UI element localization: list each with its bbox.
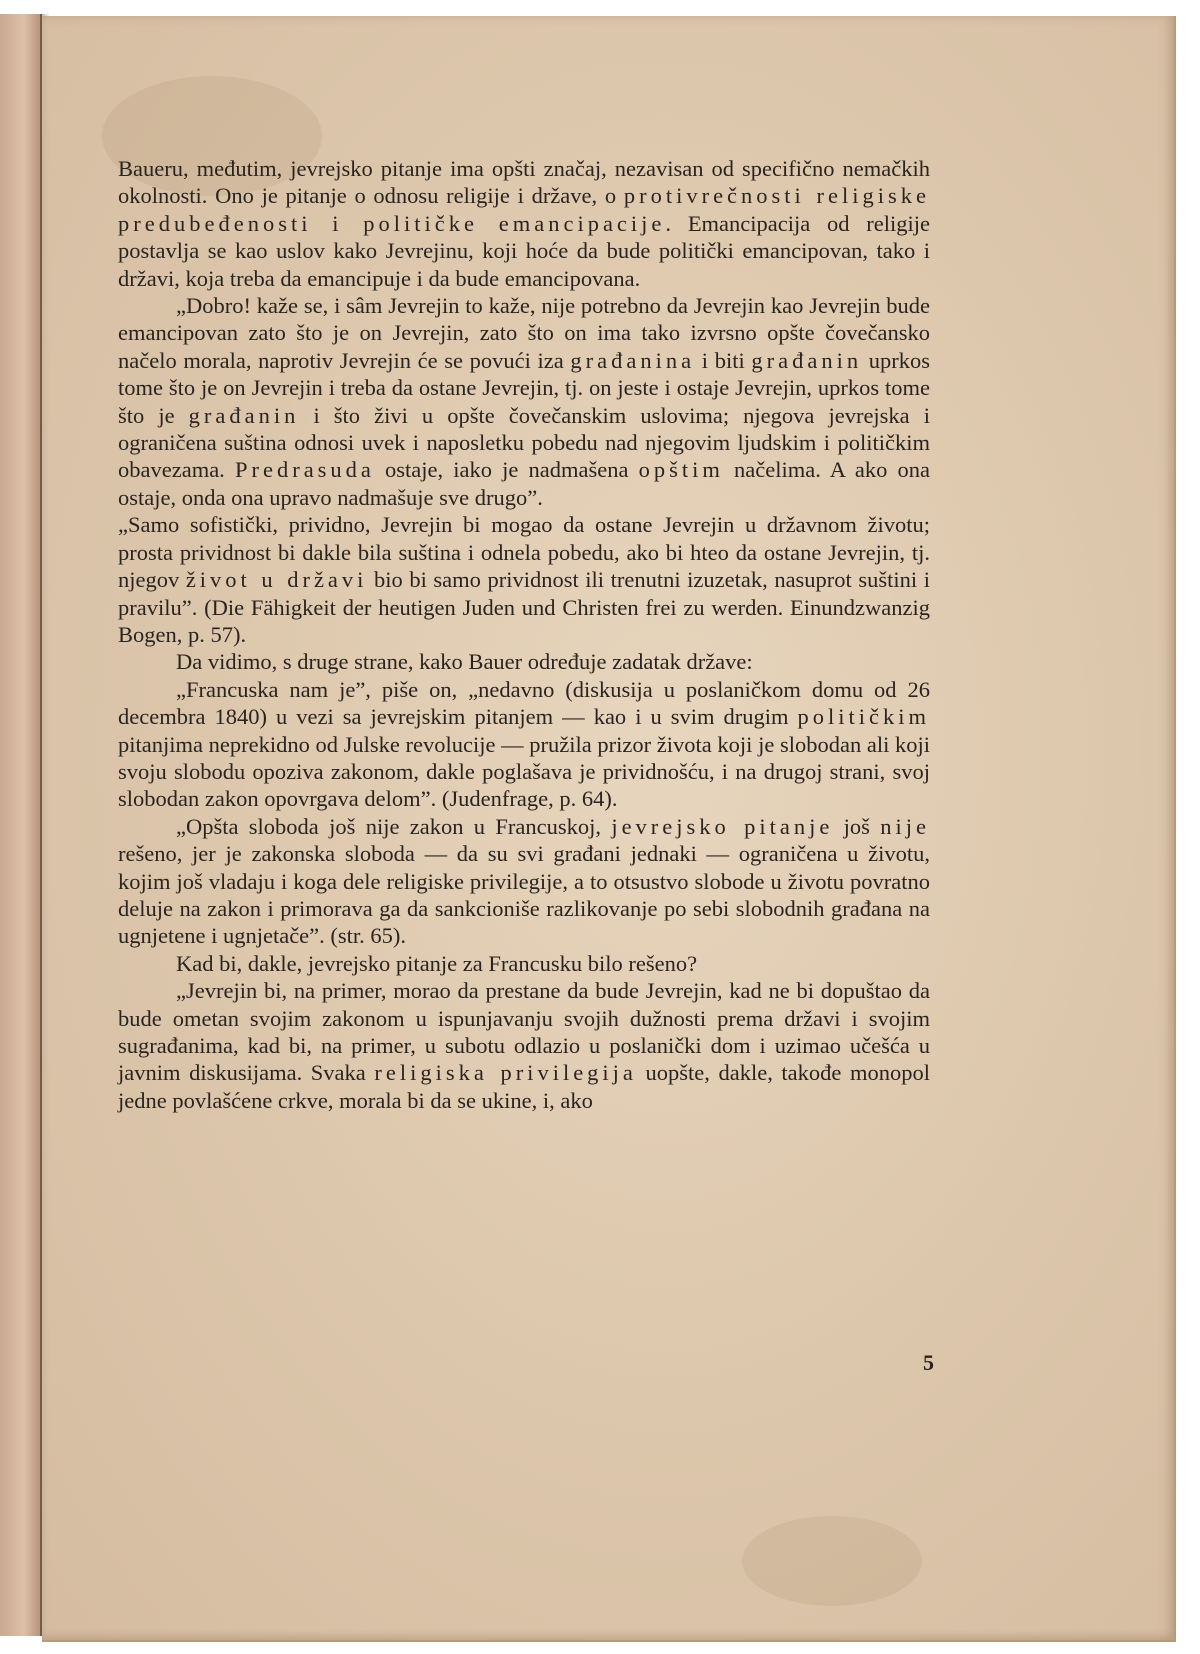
text-run: još	[833, 813, 881, 839]
emphasized-text: nije	[880, 813, 930, 839]
text-run: „Samo sofistički, prividno, Jevrejin bi mogao da ostane Jevrejin u državnom životu; prosta prividnost bi dakle bila suština i odnela pobedu, ako bi hteo da ostane Jevrejin, tj. njegov	[118, 512, 930, 593]
text-run: . Emancipacija od religije postavlja se kao uslov kako Jevrejinu, koji hoće da bude politički emancipovan, tako i državi, koja treba da emancipuje i da bude emancipovana.	[118, 210, 930, 291]
text-run: i biti	[695, 347, 752, 373]
paragraph	[118, 950, 930, 977]
page-number: 5	[923, 1350, 934, 1375]
text-run: „Francuska nam je”, piše on, „nedavno (diskusija u poslaničkom domu od 26 decembra 1840) u vezi sa jevrejskim pitanjem — kao i u svim drugim	[118, 676, 930, 730]
paragraph	[118, 813, 930, 950]
text-run: „Jevrejin bi, na primer, morao da prestane da bude Jevrejin, kad ne bi dopuštao da bude ometan svojim zakonom u ispunjavanju svojih dužnosti prema državi i svojim sugrađanima, kad bi, na primer, u subotu odlazio u poslanički dom i uzimao učešća u javnim diskusijama. Svaka	[118, 978, 930, 1086]
paragraph	[118, 676, 930, 813]
text-run: uprkos tome što je on Jevrejin i treba da ostane Jevrejin, tj. on jeste i ostaje Jevrejin, uprkos tome što je	[118, 347, 930, 428]
text-run: „Dobro! kaže se, i sâm Jevrejin to kaže, nije potrebno da Jevrejin kao Jevrejin bude emancipovan zato što je on Jevrejin, zato što on ima tako izvrsno opšte čovečansko načelo morala, naprotiv Jevrejin će se povući iza	[118, 293, 930, 373]
paragraph	[118, 155, 930, 292]
paragraph	[118, 292, 930, 511]
text-run: Da vidimo, s druge strane, kako Bauer određuje zadatak države:	[176, 649, 753, 675]
paper-stain	[742, 1516, 922, 1606]
body-text	[118, 155, 930, 1114]
text-run: i što živi u opšte čovečanskim uslovima; njegova jevrejska i ograničena suština odnosi uvek i naposletku pobedu nad njegovim ljudskim i političkim obavezama.	[118, 402, 930, 483]
text-run: načelima. A ako ona ostaje, onda ona upravo nadmašuje sve drugo”.	[118, 457, 930, 510]
emphasized-text: jevrejsko pitanje	[611, 813, 834, 839]
text-run: Baueru, međutim, jevrejsko pitanje ima opšti značaj, nezavisan od specifično nemačkih okolnosti. Ono je pitanje o odnosu religije i države, o	[118, 156, 930, 209]
emphasized-text: političkim	[797, 704, 930, 730]
emphasized-text: život u državi	[185, 567, 368, 593]
adjacent-page-edge	[0, 14, 42, 1636]
text-run: pitanjima neprekidno od Julske revolucije — pružila prizor života koji je slobodan ali koji svoju slobodu opoziva zakonom, dakle poglašava je prividnošću, i na drugoj strani, svoj slobodan zakon opovrgava delom”. (Judenfrage, p. 64).	[118, 731, 930, 812]
text-run: rešeno, jer je zakonska sloboda — da su svi građani jednaki — ograničena u životu, kojim još vladaju i koga dele religiske privilegije, a to otsustvo slobode u životu povratno deluje na zakon i primorava ga da sankcioniše razlikovanje po sebi slobodnih građana na ugnjetene i ugnjetače”. (str. 65).	[118, 841, 930, 949]
emphasized-text: građanin	[751, 347, 863, 373]
emphasized-text: religiska privilegija	[374, 1060, 637, 1086]
text-run: „Opšta sloboda još nije zakon u Francuskoj,	[176, 813, 612, 839]
emphasized-text: Predrasuda	[234, 457, 375, 483]
emphasized-text: građanina	[570, 347, 696, 373]
text-run: Kad bi, dakle, jevrejsko pitanje za Francusku bilo rešeno?	[176, 950, 698, 976]
text-run: ostaje, iako je nadmašena	[374, 457, 639, 483]
emphasized-text: protivrečnosti religiske predubeđenosti i političke emancipacije	[118, 183, 930, 236]
text-run: uopšte, dakle, takođe monopol jedne povlašćene crkve, morala bi da se ukine, i, ako	[118, 1060, 930, 1113]
paragraph	[118, 511, 930, 648]
emphasized-text: opštim	[638, 457, 724, 483]
emphasized-text: građanin	[188, 402, 300, 428]
paragraph	[118, 977, 930, 1114]
paragraph	[118, 648, 930, 675]
text-run: bio bi samo prividnost ili trenutni izuzetak, nasuprot suštini i pravilu”. (Die Fähigkeit der heutigen Juden und Christen frei zu werden. Einundzwanzig Bogen, p. 57).	[118, 567, 930, 647]
